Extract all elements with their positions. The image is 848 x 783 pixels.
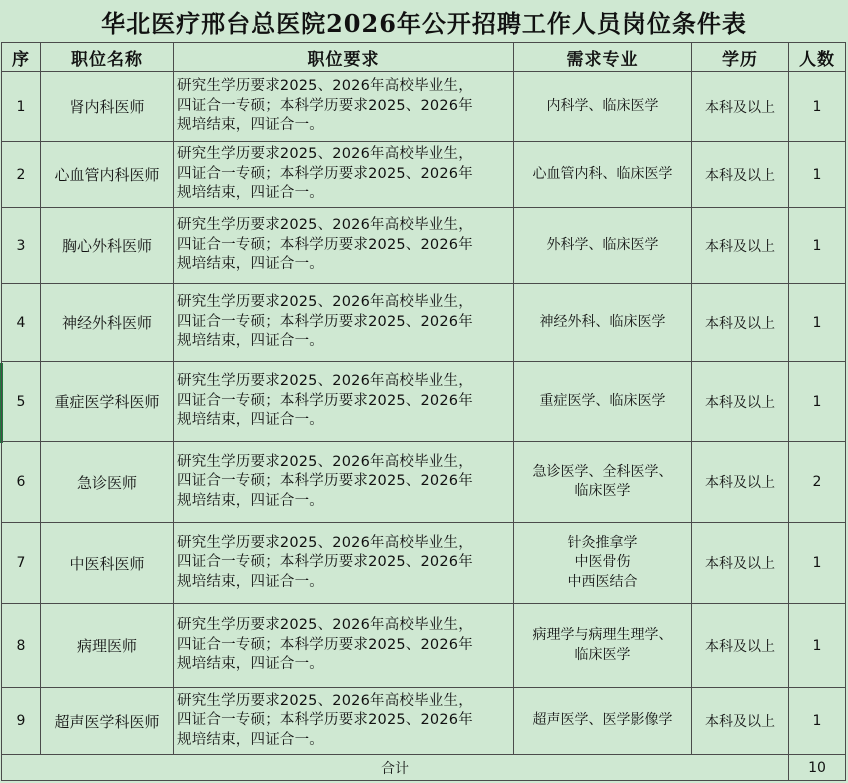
requirement-line: 四证合一专硕；本科学历要求2025、2026年	[177, 392, 473, 409]
cell-education[interactable]: 本科及以上	[692, 362, 789, 442]
requirement-line: 研究生学历要求2025、2026年高校毕业生，	[177, 453, 473, 470]
major-line: 外科学、临床医学	[546, 236, 659, 253]
cell-position[interactable]: 胸心外科医师	[41, 208, 174, 284]
major-line: 超声医学、医学影像学	[532, 712, 673, 729]
cell-education[interactable]: 本科及以上	[692, 442, 789, 523]
requirement-line: 规培结束，四证合一。	[177, 333, 324, 350]
total-label[interactable]: 合计	[2, 755, 789, 781]
cell-count[interactable]: 1	[789, 688, 846, 755]
cell-requirement[interactable]	[174, 604, 514, 688]
table-row	[2, 604, 846, 688]
cell-count[interactable]: 1	[789, 72, 846, 142]
table-row	[2, 688, 846, 755]
cell-major[interactable]	[514, 442, 692, 523]
table-row	[2, 72, 846, 142]
requirement-line: 四证合一专硕；本科学历要求2025、2026年	[177, 473, 473, 490]
cell-seq[interactable]: 3	[2, 208, 41, 284]
requirement-line: 四证合一专硕；本科学历要求2025、2026年	[177, 636, 473, 653]
major-line: 心血管内科、临床医学	[532, 165, 673, 182]
cell-requirement[interactable]	[174, 362, 514, 442]
major-line: 重症医学、临床医学	[539, 392, 666, 409]
cell-count[interactable]: 1	[789, 362, 846, 442]
requirement-line: 四证合一专硕；本科学历要求2025、2026年	[177, 712, 473, 729]
header-seq[interactable]: 序	[2, 43, 41, 72]
major-line: 临床医学	[574, 483, 631, 499]
requirement-line: 四证合一专硕；本科学历要求2025、2026年	[177, 313, 473, 330]
cell-seq[interactable]: 7	[2, 523, 41, 604]
cell-seq[interactable]: 1	[2, 72, 41, 142]
major-line: 病理学与病理生理学、	[532, 627, 673, 643]
header-education[interactable]: 学历	[692, 43, 789, 72]
total-row	[2, 755, 846, 781]
cell-education[interactable]: 本科及以上	[692, 284, 789, 362]
cell-position[interactable]: 中医科医师	[41, 523, 174, 604]
requirement-line: 研究生学历要求2025、2026年高校毕业生，	[177, 217, 473, 234]
cell-count[interactable]: 2	[789, 442, 846, 523]
major-line: 神经外科、临床医学	[539, 313, 666, 330]
cell-requirement[interactable]	[174, 523, 514, 604]
cell-position[interactable]: 心血管内科医师	[41, 142, 174, 208]
table-title: 华北医疗邢台总医院2026年公开招聘工作人员岗位条件表	[101, 8, 747, 38]
cell-count[interactable]: 1	[789, 142, 846, 208]
positions-table	[1, 42, 846, 781]
requirement-line: 规培结束，四证合一。	[177, 492, 324, 509]
cell-requirement[interactable]	[174, 442, 514, 523]
requirement-line: 研究生学历要求2025、2026年高校毕业生，	[177, 373, 473, 390]
requirement-line: 研究生学历要求2025、2026年高校毕业生，	[177, 146, 473, 163]
table-row	[2, 284, 846, 362]
cell-major[interactable]	[514, 72, 692, 142]
cell-major[interactable]	[514, 362, 692, 442]
major-line: 中医骨伤	[574, 554, 631, 571]
cell-count[interactable]: 1	[789, 284, 846, 362]
cell-major[interactable]	[514, 284, 692, 362]
cell-seq[interactable]: 2	[2, 142, 41, 208]
requirement-line: 研究生学历要求2025、2026年高校毕业生，	[177, 78, 473, 95]
cell-education[interactable]: 本科及以上	[692, 72, 789, 142]
cell-seq[interactable]: 8	[2, 604, 41, 688]
cell-count[interactable]: 1	[789, 604, 846, 688]
cell-position[interactable]: 超声医学科医师	[41, 688, 174, 755]
requirement-line: 规培结束，四证合一。	[177, 731, 324, 748]
table-row	[2, 142, 846, 208]
requirement-line: 研究生学历要求2025、2026年高校毕业生，	[177, 294, 473, 311]
cell-position[interactable]: 肾内科医师	[41, 72, 174, 142]
cell-position[interactable]: 急诊医师	[41, 442, 174, 523]
major-line: 临床医学	[574, 646, 631, 663]
cell-position[interactable]: 重症医学科医师	[41, 362, 174, 442]
requirement-line: 四证合一专硕；本科学历要求2025、2026年	[177, 165, 473, 182]
major-line: 中西医结合	[567, 573, 638, 590]
cell-major[interactable]	[514, 688, 692, 755]
requirement-line: 规培结束，四证合一。	[177, 412, 324, 429]
requirement-line: 研究生学历要求2025、2026年高校毕业生，	[177, 617, 473, 634]
header-row	[2, 43, 846, 72]
cell-requirement[interactable]	[174, 142, 514, 208]
cell-education[interactable]: 本科及以上	[692, 688, 789, 755]
cell-major[interactable]	[514, 523, 692, 604]
major-line: 急诊医学、全科医学、	[532, 463, 673, 480]
cell-seq[interactable]: 9	[2, 688, 41, 755]
requirement-line: 规培结束，四证合一。	[177, 656, 324, 673]
cell-education[interactable]: 本科及以上	[692, 523, 789, 604]
requirement-line: 规培结束，四证合一。	[177, 117, 324, 134]
header-count[interactable]: 人数	[789, 43, 846, 72]
cell-seq[interactable]: 6	[2, 442, 41, 523]
requirement-line: 规培结束，四证合一。	[177, 573, 324, 590]
cell-major[interactable]	[514, 604, 692, 688]
requirement-line: 规培结束，四证合一。	[177, 256, 324, 273]
header-major[interactable]: 需求专业	[514, 43, 692, 72]
cell-position[interactable]: 病理医师	[41, 604, 174, 688]
requirement-line: 研究生学历要求2025、2026年高校毕业生，	[177, 534, 473, 551]
requirement-line: 研究生学历要求2025、2026年高校毕业生，	[177, 692, 473, 709]
cell-seq[interactable]: 4	[2, 284, 41, 362]
cell-position[interactable]: 神经外科医师	[41, 284, 174, 362]
cell-requirement[interactable]	[174, 284, 514, 362]
table-row	[2, 523, 846, 604]
major-line: 针灸推拿学	[567, 534, 638, 551]
requirement-line: 规培结束，四证合一。	[177, 185, 324, 202]
table-row	[2, 362, 846, 442]
cell-education[interactable]: 本科及以上	[692, 142, 789, 208]
requirement-line: 四证合一专硕；本科学历要求2025、2026年	[177, 554, 473, 571]
cell-seq[interactable]: 5	[2, 362, 41, 442]
cell-requirement[interactable]	[174, 688, 514, 755]
requirement-line: 四证合一专硕；本科学历要求2025、2026年	[177, 236, 473, 253]
cell-education[interactable]: 本科及以上	[692, 208, 789, 284]
table-row	[2, 442, 846, 523]
cell-major[interactable]	[514, 208, 692, 284]
cell-education[interactable]: 本科及以上	[692, 604, 789, 688]
cell-requirement[interactable]	[174, 72, 514, 142]
total-count[interactable]: 10	[789, 755, 846, 781]
header-requirement[interactable]: 职位要求	[174, 43, 514, 72]
cell-count[interactable]: 1	[789, 208, 846, 284]
header-position[interactable]: 职位名称	[41, 43, 174, 72]
cell-count[interactable]: 1	[789, 523, 846, 604]
major-line: 内科学、临床医学	[546, 97, 659, 114]
cell-major[interactable]	[514, 142, 692, 208]
requirement-line: 四证合一专硕；本科学历要求2025、2026年	[177, 97, 473, 114]
table-row	[2, 208, 846, 284]
cell-requirement[interactable]	[174, 208, 514, 284]
